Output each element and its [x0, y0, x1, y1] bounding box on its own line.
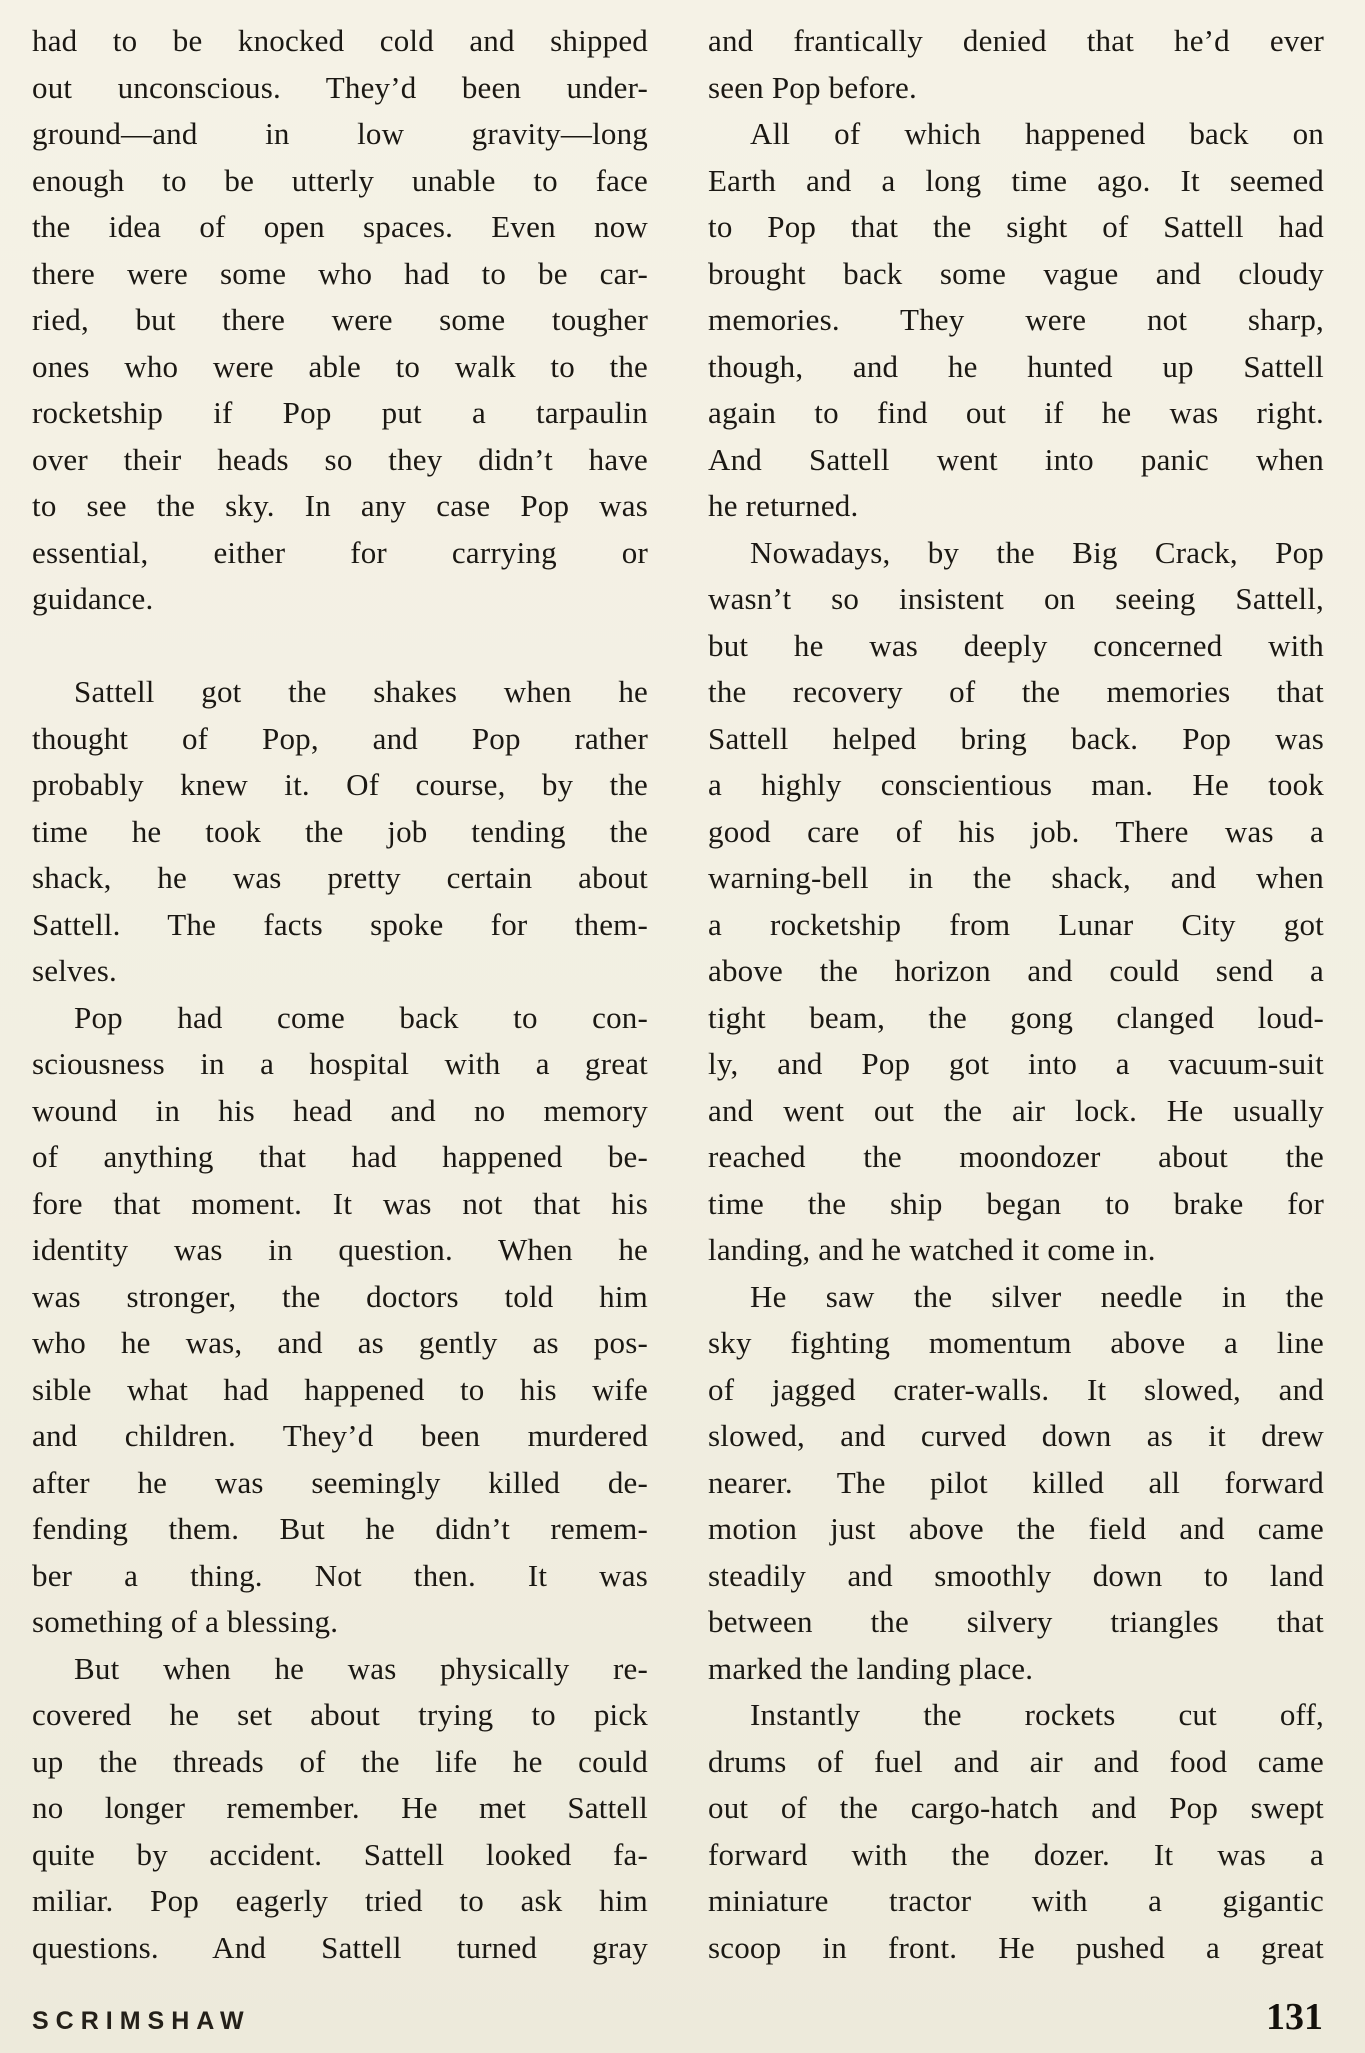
text-line: good care of his job. There was a	[708, 813, 1324, 849]
text-line: no longer remember. He met Sattell	[32, 1790, 648, 1825]
text-line: sible what had happened to his wife	[32, 1371, 648, 1407]
text-line: ground—and in low gravity—long	[32, 116, 648, 151]
text-line: Instantly the rockets cut off,	[750, 1697, 1324, 1732]
text-line: to see the sky. In any case Pop was	[32, 488, 648, 523]
paragraph	[708, 1692, 1324, 1971]
text-line: sky fighting momentum above a line	[708, 1325, 1324, 1360]
text-line: the idea of open spaces. Even now	[32, 209, 648, 244]
text-line: brought back some vague and cloudy	[708, 255, 1324, 291]
text-line: memories. They were not sharp,	[708, 302, 1324, 337]
text-line: fore that moment. It was not that his	[32, 1185, 648, 1221]
text-line: probably knew it. Of course, by the	[32, 767, 648, 802]
text-line: but he was deeply concerned with	[708, 627, 1324, 663]
text-line: motion just above the field and came	[708, 1511, 1324, 1546]
text-line: quite by accident. Sattell looked fa-	[32, 1836, 648, 1872]
text-line: up the threads of the life he could	[32, 1743, 648, 1779]
section-break	[32, 623, 648, 670]
text-line: steadily and smoothly down to land	[708, 1557, 1324, 1593]
text-line: All of which happened back on	[750, 116, 1324, 151]
text-line: Sattell. The facts spoke for them-	[32, 906, 648, 942]
text-line: ly, and Pop got into a vacuum-suit	[708, 1046, 1324, 1081]
text-line: had to be knocked cold and shipped	[32, 23, 648, 58]
text-line: And Sattell went into panic when	[708, 441, 1324, 477]
text-line: scoop in front. He pushed a great	[708, 1929, 1324, 1965]
text-line: He saw the silver needle in the	[750, 1278, 1324, 1314]
text-line: warning-bell in the shack, and when	[708, 860, 1324, 895]
text-line: shack, he was pretty certain about	[32, 860, 648, 895]
paragraph	[708, 1274, 1324, 1693]
paragraph	[32, 18, 648, 623]
page-number: 131	[1266, 1996, 1323, 2038]
text-line: though, and he hunted up Sattell	[708, 348, 1324, 384]
text-line: time the ship began to brake for	[708, 1185, 1324, 1221]
text-line: out unconscious. They’d been under-	[32, 69, 648, 105]
paragraph	[32, 1646, 648, 1972]
text-line: sciousness in a hospital with a great	[32, 1046, 648, 1081]
text-line: was stronger, the doctors told him	[32, 1278, 648, 1314]
text-line: after he was seemingly killed de-	[32, 1464, 648, 1500]
text-line: out of the cargo-hatch and Pop swept	[708, 1790, 1324, 1825]
text-line: and children. They’d been murdered	[32, 1418, 648, 1453]
text-line: miniature tractor with a gigantic	[708, 1883, 1324, 1918]
page-footer	[32, 1995, 1323, 2039]
text-line: ber a thing. Not then. It was	[32, 1557, 648, 1593]
paragraph	[708, 18, 1324, 111]
text-line: and went out the air lock. He usually	[708, 1092, 1324, 1128]
text-line: selves.	[32, 953, 117, 988]
paragraph	[708, 111, 1324, 530]
text-line: Pop had come back to con-	[74, 999, 648, 1035]
text-line: to Pop that the sight of Sattell had	[708, 209, 1324, 244]
text-line: thought of Pop, and Pop rather	[32, 720, 648, 756]
text-line: enough to be utterly unable to face	[32, 162, 648, 198]
text-line: forward with the dozer. It was a	[708, 1836, 1324, 1872]
text-line: ried, but there were some tougher	[32, 302, 648, 337]
text-line: the recovery of the memories that	[708, 674, 1324, 709]
text-line: between the silvery triangles that	[708, 1604, 1324, 1639]
text-line: identity was in question. When he	[32, 1232, 648, 1267]
text-line: of anything that had happened be-	[32, 1139, 648, 1174]
text-line: Sattell helped bring back. Pop was	[708, 720, 1324, 756]
text-line: guidance.	[32, 581, 154, 616]
text-line: a rocketship from Lunar City got	[708, 906, 1324, 942]
text-line: there were some who had to be car-	[32, 255, 648, 291]
text-line: wasn’t so insistent on seeing Sattell,	[708, 581, 1324, 616]
text-line: landing, and he watched it come in.	[708, 1232, 1156, 1267]
paragraph	[32, 669, 648, 995]
text-line: But when he was physically re-	[74, 1650, 648, 1686]
text-line: who he was, and as gently as pos-	[32, 1325, 648, 1360]
text-line: Nowadays, by the Big Crack, Pop	[750, 534, 1324, 570]
text-line: time he took the job tending the	[32, 813, 648, 849]
text-line: essential, either for carrying or	[32, 534, 648, 570]
text-line: over their heads so they didn’t have	[32, 441, 648, 477]
text-line: drums of fuel and air and food came	[708, 1743, 1324, 1779]
column-right	[708, 18, 1324, 1971]
text-line: seen Pop before.	[708, 69, 917, 105]
text-line: and frantically denied that he’d ever	[708, 23, 1324, 58]
text-line: tight beam, the gong clanged loud-	[708, 999, 1324, 1035]
text-line: above the horizon and could send a	[708, 953, 1324, 988]
text-line: of jagged crater-walls. It slowed, and	[708, 1371, 1324, 1407]
paragraph	[708, 530, 1324, 1274]
text-line: rocketship if Pop put a tarpaulin	[32, 395, 648, 430]
text-line: he returned.	[708, 488, 859, 523]
text-line: marked the landing place.	[708, 1650, 1034, 1686]
text-line: nearer. The pilot killed all forward	[708, 1464, 1324, 1500]
text-line: something of a blessing.	[32, 1604, 339, 1639]
text-line: wound in his head and no memory	[32, 1092, 648, 1128]
column-left	[32, 18, 648, 1971]
text-line: fending them. But he didn’t remem-	[32, 1511, 648, 1546]
text-line: ones who were able to walk to the	[32, 348, 648, 384]
text-line: slowed, and curved down as it drew	[708, 1418, 1324, 1453]
text-line: covered he set about trying to pick	[32, 1697, 648, 1732]
text-line: reached the moondozer about the	[708, 1139, 1324, 1174]
text-line: again to find out if he was right.	[708, 395, 1324, 430]
text-line: questions. And Sattell turned gray	[32, 1929, 648, 1965]
text-columns	[32, 18, 1325, 1971]
text-line: miliar. Pop eagerly tried to ask him	[32, 1883, 648, 1918]
text-line: Earth and a long time ago. It seemed	[708, 162, 1324, 198]
text-line: a highly conscientious man. He took	[708, 767, 1324, 802]
text-line: Sattell got the shakes when he	[74, 674, 648, 709]
paragraph	[32, 995, 648, 1646]
running-title: SCRIMSHAW	[32, 2007, 251, 2035]
